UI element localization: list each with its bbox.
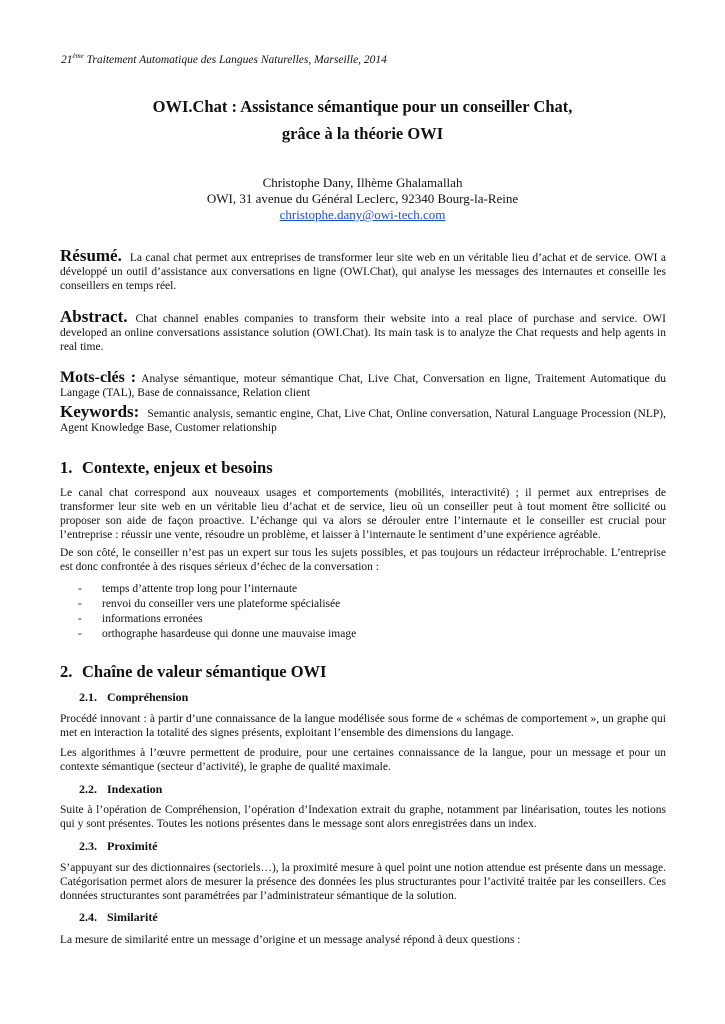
risk-list [78,582,356,642]
section-1-title: Contexte, enjeux et besoins [82,458,273,477]
subsection-2-3-paragraph-1: S’appuyant sur des dictionnaires (sectoriels…), la proximité mesure à quel point une notion attendue est présente dans un message. Catégorisation permet alors de mesurer la présence des données les plus structurantes pour l’activité traitée par les conseillers. Ces données structurantes sont paramétrées par l’administrateur sémantique de la solution. [60,862,666,902]
subsection-2-2-number: 2.2. [79,782,97,796]
title-line-2: grâce à la théorie OWI [281,124,444,143]
author-names: Christophe Dany, Ilhème Ghalamallah [262,175,463,190]
keywords-text: Semantic analysis, semantic engine, Chat, Live Chat, Online conversation, Natural Language Procession (NLP), Agent Knowledge Base, Customer relationship [60,408,666,434]
list-item-text: renvoi du conseiller vers une plateforme spécialisée [102,598,341,610]
resume-paragraph [60,246,666,293]
mots-cles-paragraph [60,371,666,400]
subsection-2-1-heading [79,690,188,705]
section-1-number: 1. [60,458,73,477]
subsection-2-1-paragraph-1: Procédé innovant : à partir d’une connaissance de la langue modélisée sous forme de « schémas de comportement », un graphe qui met en interaction la totalité des signes présents, exploitant l’ensemble des dimensions du langage. [60,713,666,739]
subsection-2-4-number: 2.4. [79,910,97,924]
abstract-text: Chat channel enables companies to transform their website into a real place of purchase and service. OWI developed an online conversations assistance solution (OWI.Chat). Its main task is to analyze the Chat requests and help agents in real time. [60,313,666,353]
subsection-2-2-heading [79,782,162,797]
mots-cles-heading: Mots-clés : [60,369,137,386]
paper-title [60,93,665,147]
section-2-title: Chaîne de valeur sémantique OWI [82,662,327,681]
list-bullet: - [78,613,82,625]
list-item [78,582,356,597]
keywords-heading: Keywords: [60,402,140,421]
list-bullet: - [78,598,82,610]
author-email-link[interactable]: christophe.dany@owi-tech.com [279,207,446,222]
section-2-number: 2. [60,662,73,681]
list-item-text: temps d’attente trop long pour l’internaute [102,583,298,595]
list-bullet: - [78,583,82,595]
keywords-paragraph [60,402,666,435]
section-1-paragraph-1: Le canal chat correspond aux nouveaux usages et comportements (mobilités, interactivité) ; il permet aux entreprises de transformer leur site web en un véritable lieu d’achat et de service, lieu où un conseiller peut à tout moment être sollicité ou proposer son aide de façon proactive. L’échange qui va alors se dérouler entre l’internaute et le conseiller est crucial pour l’entreprise : réussir une vente, résoudre un problème, et laisser à l’internaute le sentiment d’une expérience agréable. [60,487,666,541]
conference-sup: ème [72,52,84,60]
conference-number: 21 [61,54,73,66]
subsection-2-3-title: Proximité [107,839,158,853]
list-item [78,612,356,627]
subsection-2-1-paragraph-2: Les algorithmes à l’œuvre permettent de produire, pour une certaines connaissance de la langue, pour un message et pour un contexte sémantique (secteur d’activité), le graphe de qualité maximale. [60,747,666,773]
abstract-paragraph [60,307,666,354]
subsection-2-2-title: Indexation [107,782,163,796]
list-item [78,597,356,612]
author-block [60,175,665,223]
subsection-2-2-paragraph-1: Suite à l’opération de Compréhension, l’opération d’Indexation extrait du graphe, notamment par linéarisation, toutes les notions qui y sont présentes. Toutes les notions présentes dans le message sont alors enregistrées dans un index. [60,804,666,830]
conference-name: Traitement Automatique des Langues Naturelles, Marseille, 2014 [83,54,387,66]
section-1-heading [60,458,273,478]
subsection-2-3-heading [79,839,157,854]
author-address: OWI, 31 avenue du Général Leclerc, 92340 Bourg-la-Reine [206,191,519,206]
mots-cles-text: Analyse sémantique, moteur sémantique Chat, Live Chat, Conversation en ligne, Traitement Automatique du Langage (TAL), Base de connaissance, Relation client [60,373,666,399]
conference-header [61,52,387,66]
abstract-heading: Abstract. [60,307,128,326]
title-line-1: OWI.Chat : Assistance sémantique pour un conseiller Chat, [152,97,573,116]
resume-heading: Résumé. [60,246,122,265]
list-bullet: - [78,628,82,640]
subsection-2-4-paragraph-1: La mesure de similarité entre un message d’origine et un message analysé répond à deux questions : [60,934,521,946]
subsection-2-1-title: Compréhension [107,690,189,704]
subsection-2-3-number: 2.3. [79,839,97,853]
subsection-2-4-heading [79,910,158,925]
list-item-text: orthographe hasardeuse qui donne une mauvaise image [102,628,357,640]
section-2-heading [60,662,326,682]
subsection-2-4-title: Similarité [107,910,158,924]
list-item [78,627,356,642]
subsection-2-1-number: 2.1. [79,690,97,704]
list-item-text: informations erronées [102,613,203,625]
section-1-paragraph-2: De son côté, le conseiller n’est pas un expert sur tous les sujets possibles, et pas toujours un rédacteur irréprochable. L’entreprise est donc confrontée à des risques sérieux d’échec de la conversation : [60,547,666,573]
resume-text: La canal chat permet aux entreprises de transformer leur site web en un véritable lieu d’achat et de service. OWI a développé un outil d’assistance aux conversations en ligne (OWI.Chat), qui analyse les messages des internautes et conseille les conseillers en temps réel. [60,252,666,292]
